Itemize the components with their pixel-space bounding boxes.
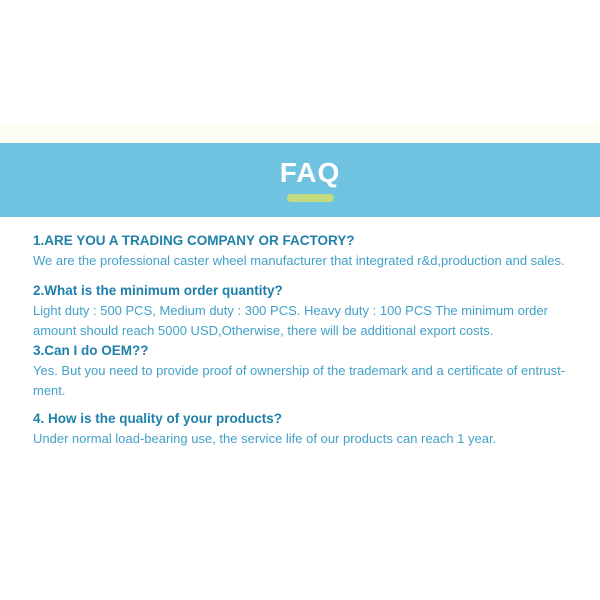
faq-banner-inner [279, 156, 341, 202]
faq-answer-1 [33, 251, 572, 271]
faq-answer-2-line-2: amount should reach 5000 USD,Otherwise, there will be additional export costs. [33, 323, 494, 338]
faq-question-1: 1.ARE YOU A TRADING COMPANY OR FACTORY? [33, 233, 355, 248]
faq-answer-4-line-1: Under normal load-bearing use, the service life of our products can reach 1 year. [33, 431, 497, 446]
faq-item-3 [33, 341, 572, 401]
faq-list [0, 217, 600, 449]
faq-question-2: 2.What is the minimum order quantity? [33, 283, 283, 298]
faq-item-2 [33, 281, 572, 341]
faq-item-1 [33, 231, 572, 271]
faq-question-4: 4. How is the quality of your products? [33, 411, 283, 426]
decorative-band [0, 123, 600, 143]
faq-answer-3 [33, 361, 572, 401]
faq-answer-2 [33, 301, 572, 341]
faq-item-4 [33, 409, 572, 449]
faq-answer-4 [33, 429, 572, 449]
faq-answer-1-line-1: We are the professional caster wheel manufacturer that integrated r&d,production and sales. [33, 253, 565, 268]
faq-answer-3-line-2: ment. [33, 383, 66, 398]
faq-answer-3-line-1: Yes. But you need to provide proof of ownership of the trademark and a certificate of entrust- [33, 363, 566, 378]
faq-question-3: 3.Can I do OEM?? [33, 343, 149, 358]
title-underline-bar [287, 194, 334, 202]
page-title: FAQ [279, 156, 341, 188]
faq-answer-2-line-1: Light duty : 500 PCS, Medium duty : 300 PCS. Heavy duty : 100 PCS The minimum order [33, 303, 548, 318]
faq-banner [0, 143, 600, 217]
